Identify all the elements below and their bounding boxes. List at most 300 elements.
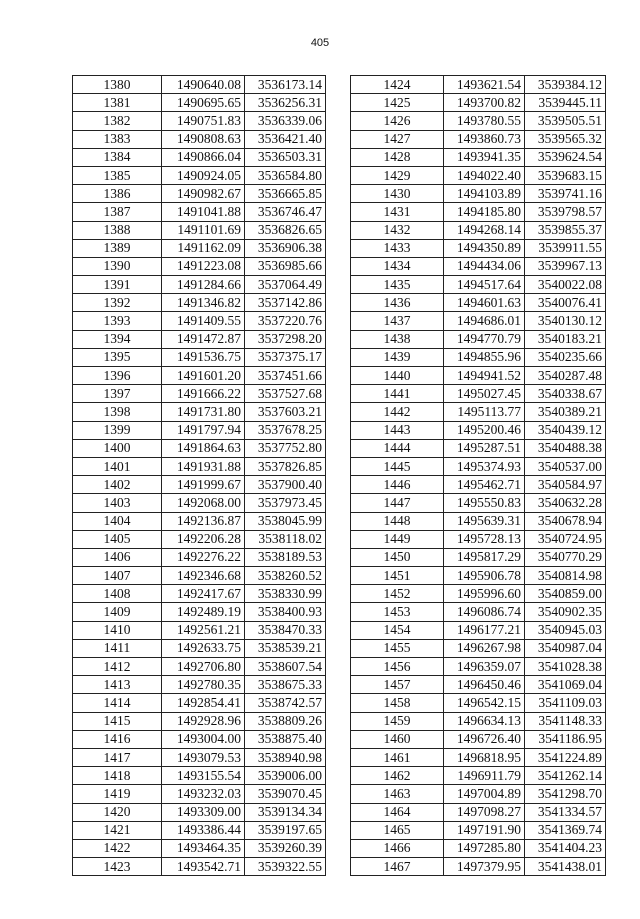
point-number-cell: 1445 [351, 457, 444, 475]
y-coordinate-cell: 3536339.06 [245, 112, 326, 130]
x-coordinate-cell: 1491536.75 [162, 348, 245, 366]
table-row [351, 312, 606, 330]
x-coordinate-cell: 1493780.55 [444, 112, 525, 130]
x-coordinate-cell: 1491041.88 [162, 203, 245, 221]
y-coordinate-cell: 3540439.12 [525, 421, 606, 439]
table-row [351, 821, 606, 839]
x-coordinate-cell: 1491601.20 [162, 367, 245, 385]
x-coordinate-cell: 1491864.63 [162, 439, 245, 457]
x-coordinate-cell: 1495113.77 [444, 403, 525, 421]
point-number-cell: 1460 [351, 730, 444, 748]
point-number-cell: 1452 [351, 585, 444, 603]
table-row [351, 76, 606, 94]
table-row [73, 276, 326, 294]
point-number-cell: 1455 [351, 639, 444, 657]
table-row [351, 221, 606, 239]
y-coordinate-cell: 3538875.40 [245, 730, 326, 748]
y-coordinate-cell: 3539741.16 [525, 185, 606, 203]
x-coordinate-cell: 1492417.67 [162, 585, 245, 603]
point-number-cell: 1420 [73, 803, 162, 821]
x-coordinate-cell: 1493941.35 [444, 148, 525, 166]
y-coordinate-cell: 3539445.11 [525, 94, 606, 112]
y-coordinate-cell: 3540022.08 [525, 276, 606, 294]
x-coordinate-cell: 1492633.75 [162, 639, 245, 657]
x-coordinate-cell: 1497191.90 [444, 821, 525, 839]
y-coordinate-cell: 3536503.31 [245, 148, 326, 166]
point-number-cell: 1382 [73, 112, 162, 130]
y-coordinate-cell: 3541224.89 [525, 748, 606, 766]
y-coordinate-cell: 3536173.14 [245, 76, 326, 94]
y-coordinate-cell: 3537220.76 [245, 312, 326, 330]
y-coordinate-cell: 3536584.80 [245, 166, 326, 184]
point-number-cell: 1412 [73, 658, 162, 676]
table-row [351, 348, 606, 366]
y-coordinate-cell: 3540235.66 [525, 348, 606, 366]
table-row [351, 785, 606, 803]
y-coordinate-cell: 3539070.45 [245, 785, 326, 803]
x-coordinate-cell: 1494022.40 [444, 166, 525, 184]
table-row [73, 421, 326, 439]
y-coordinate-cell: 3539683.15 [525, 166, 606, 184]
point-number-cell: 1399 [73, 421, 162, 439]
table-row [73, 294, 326, 312]
x-coordinate-cell: 1495462.71 [444, 476, 525, 494]
point-number-cell: 1411 [73, 639, 162, 657]
table-row [73, 312, 326, 330]
point-number-cell: 1403 [73, 494, 162, 512]
x-coordinate-cell: 1493004.00 [162, 730, 245, 748]
table-row [73, 821, 326, 839]
point-number-cell: 1414 [73, 694, 162, 712]
x-coordinate-cell: 1492928.96 [162, 712, 245, 730]
point-number-cell: 1422 [73, 839, 162, 857]
point-number-cell: 1415 [73, 712, 162, 730]
x-coordinate-cell: 1495639.31 [444, 512, 525, 530]
point-number-cell: 1413 [73, 676, 162, 694]
point-number-cell: 1443 [351, 421, 444, 439]
x-coordinate-cell: 1496267.98 [444, 639, 525, 657]
table-row [73, 257, 326, 275]
y-coordinate-cell: 3536256.31 [245, 94, 326, 112]
x-coordinate-cell: 1491223.08 [162, 257, 245, 275]
x-coordinate-cell: 1496726.40 [444, 730, 525, 748]
point-number-cell: 1431 [351, 203, 444, 221]
point-number-cell: 1419 [73, 785, 162, 803]
y-coordinate-cell: 3536826.65 [245, 221, 326, 239]
x-coordinate-cell: 1494855.96 [444, 348, 525, 366]
table-row [73, 730, 326, 748]
x-coordinate-cell: 1492346.68 [162, 567, 245, 585]
point-number-cell: 1418 [73, 767, 162, 785]
table-row [351, 712, 606, 730]
x-coordinate-cell: 1495374.93 [444, 457, 525, 475]
point-number-cell: 1461 [351, 748, 444, 766]
table-row [351, 385, 606, 403]
point-number-cell: 1426 [351, 112, 444, 130]
y-coordinate-cell: 3539260.39 [245, 839, 326, 857]
y-coordinate-cell: 3541404.23 [525, 839, 606, 857]
table-row [351, 694, 606, 712]
table-row [73, 548, 326, 566]
x-coordinate-cell: 1496634.13 [444, 712, 525, 730]
point-number-cell: 1457 [351, 676, 444, 694]
point-number-cell: 1430 [351, 185, 444, 203]
table-row [351, 185, 606, 203]
y-coordinate-cell: 3538809.26 [245, 712, 326, 730]
point-number-cell: 1409 [73, 603, 162, 621]
x-coordinate-cell: 1492854.41 [162, 694, 245, 712]
y-coordinate-cell: 3538189.53 [245, 548, 326, 566]
x-coordinate-cell: 1493464.35 [162, 839, 245, 857]
table-row [73, 785, 326, 803]
point-number-cell: 1429 [351, 166, 444, 184]
point-number-cell: 1392 [73, 294, 162, 312]
x-coordinate-cell: 1496359.07 [444, 658, 525, 676]
table-row [73, 676, 326, 694]
y-coordinate-cell: 3537900.40 [245, 476, 326, 494]
x-coordinate-cell: 1493621.54 [444, 76, 525, 94]
x-coordinate-cell: 1495550.83 [444, 494, 525, 512]
point-number-cell: 1391 [73, 276, 162, 294]
x-coordinate-cell: 1495817.29 [444, 548, 525, 566]
table-row [351, 476, 606, 494]
table-row [351, 148, 606, 166]
x-coordinate-cell: 1494268.14 [444, 221, 525, 239]
y-coordinate-cell: 3540678.94 [525, 512, 606, 530]
x-coordinate-cell: 1492276.22 [162, 548, 245, 566]
y-coordinate-cell: 3538940.98 [245, 748, 326, 766]
y-coordinate-cell: 3538260.52 [245, 567, 326, 585]
table-row [73, 512, 326, 530]
x-coordinate-cell: 1494350.89 [444, 239, 525, 257]
point-number-cell: 1407 [73, 567, 162, 585]
table-row [351, 567, 606, 585]
point-number-cell: 1425 [351, 94, 444, 112]
x-coordinate-cell: 1490640.08 [162, 76, 245, 94]
x-coordinate-cell: 1491284.66 [162, 276, 245, 294]
point-number-cell: 1417 [73, 748, 162, 766]
x-coordinate-cell: 1491409.55 [162, 312, 245, 330]
point-number-cell: 1385 [73, 166, 162, 184]
x-coordinate-cell: 1491472.87 [162, 330, 245, 348]
y-coordinate-cell: 3538400.93 [245, 603, 326, 621]
point-number-cell: 1451 [351, 567, 444, 585]
table-row [351, 512, 606, 530]
point-number-cell: 1441 [351, 385, 444, 403]
table-row [73, 94, 326, 112]
point-number-cell: 1393 [73, 312, 162, 330]
y-coordinate-cell: 3539134.34 [245, 803, 326, 821]
y-coordinate-cell: 3539798.57 [525, 203, 606, 221]
table-row [73, 476, 326, 494]
table-row [351, 730, 606, 748]
y-coordinate-cell: 3537678.25 [245, 421, 326, 439]
table-row [73, 112, 326, 130]
x-coordinate-cell: 1495027.45 [444, 385, 525, 403]
x-coordinate-cell: 1493542.71 [162, 858, 245, 876]
x-coordinate-cell: 1496818.95 [444, 748, 525, 766]
x-coordinate-cell: 1492561.21 [162, 621, 245, 639]
x-coordinate-cell: 1497004.89 [444, 785, 525, 803]
page-number: 405 [310, 37, 330, 49]
y-coordinate-cell: 3541369.74 [525, 821, 606, 839]
y-coordinate-cell: 3539624.54 [525, 148, 606, 166]
x-coordinate-cell: 1495906.78 [444, 567, 525, 585]
y-coordinate-cell: 3537375.17 [245, 348, 326, 366]
table-row [351, 639, 606, 657]
point-number-cell: 1450 [351, 548, 444, 566]
table-row [73, 385, 326, 403]
point-number-cell: 1437 [351, 312, 444, 330]
point-number-cell: 1459 [351, 712, 444, 730]
y-coordinate-cell: 3537826.85 [245, 457, 326, 475]
y-coordinate-cell: 3540076.41 [525, 294, 606, 312]
point-number-cell: 1404 [73, 512, 162, 530]
y-coordinate-cell: 3537973.45 [245, 494, 326, 512]
table-row [73, 348, 326, 366]
y-coordinate-cell: 3536985.66 [245, 257, 326, 275]
x-coordinate-cell: 1490866.04 [162, 148, 245, 166]
x-coordinate-cell: 1491101.69 [162, 221, 245, 239]
x-coordinate-cell: 1496177.21 [444, 621, 525, 639]
x-coordinate-cell: 1494517.64 [444, 276, 525, 294]
y-coordinate-cell: 3538539.21 [245, 639, 326, 657]
y-coordinate-cell: 3537064.49 [245, 276, 326, 294]
x-coordinate-cell: 1494601.63 [444, 294, 525, 312]
table-row [73, 185, 326, 203]
table-row [73, 621, 326, 639]
x-coordinate-cell: 1490695.65 [162, 94, 245, 112]
y-coordinate-cell: 3538675.33 [245, 676, 326, 694]
y-coordinate-cell: 3541028.38 [525, 658, 606, 676]
x-coordinate-cell: 1495200.46 [444, 421, 525, 439]
y-coordinate-cell: 3539384.12 [525, 76, 606, 94]
point-number-cell: 1463 [351, 785, 444, 803]
x-coordinate-cell: 1490808.63 [162, 130, 245, 148]
table-row [351, 585, 606, 603]
point-number-cell: 1388 [73, 221, 162, 239]
point-number-cell: 1432 [351, 221, 444, 239]
point-number-cell: 1449 [351, 530, 444, 548]
x-coordinate-cell: 1494434.06 [444, 257, 525, 275]
x-coordinate-cell: 1493700.82 [444, 94, 525, 112]
table-row [351, 94, 606, 112]
x-coordinate-cell: 1492706.80 [162, 658, 245, 676]
table-row [73, 166, 326, 184]
table-row [351, 330, 606, 348]
x-coordinate-cell: 1491797.94 [162, 421, 245, 439]
point-number-cell: 1386 [73, 185, 162, 203]
table-row [351, 457, 606, 475]
table-row [351, 257, 606, 275]
point-number-cell: 1458 [351, 694, 444, 712]
table-row [351, 803, 606, 821]
point-number-cell: 1424 [351, 76, 444, 94]
table-row [73, 748, 326, 766]
table-row [73, 603, 326, 621]
x-coordinate-cell: 1492489.19 [162, 603, 245, 621]
point-number-cell: 1439 [351, 348, 444, 366]
x-coordinate-cell: 1491666.22 [162, 385, 245, 403]
table-row [73, 457, 326, 475]
table-row [351, 203, 606, 221]
y-coordinate-cell: 3540130.12 [525, 312, 606, 330]
y-coordinate-cell: 3538742.57 [245, 694, 326, 712]
y-coordinate-cell: 3540770.29 [525, 548, 606, 566]
point-number-cell: 1410 [73, 621, 162, 639]
y-coordinate-cell: 3539855.37 [525, 221, 606, 239]
table-row [73, 767, 326, 785]
table-row [351, 421, 606, 439]
point-number-cell: 1427 [351, 130, 444, 148]
point-number-cell: 1390 [73, 257, 162, 275]
point-number-cell: 1464 [351, 803, 444, 821]
x-coordinate-cell: 1492136.87 [162, 512, 245, 530]
point-number-cell: 1384 [73, 148, 162, 166]
point-number-cell: 1448 [351, 512, 444, 530]
y-coordinate-cell: 3538045.99 [245, 512, 326, 530]
point-number-cell: 1381 [73, 94, 162, 112]
y-coordinate-cell: 3541438.01 [525, 858, 606, 876]
point-number-cell: 1438 [351, 330, 444, 348]
point-number-cell: 1447 [351, 494, 444, 512]
table-row [73, 530, 326, 548]
y-coordinate-cell: 3539505.51 [525, 112, 606, 130]
table-row [351, 494, 606, 512]
table-row [351, 658, 606, 676]
y-coordinate-cell: 3541262.14 [525, 767, 606, 785]
table-row [73, 439, 326, 457]
coordinate-table-left [72, 75, 326, 876]
x-coordinate-cell: 1497285.80 [444, 839, 525, 857]
point-number-cell: 1405 [73, 530, 162, 548]
point-number-cell: 1389 [73, 239, 162, 257]
y-coordinate-cell: 3541069.04 [525, 676, 606, 694]
y-coordinate-cell: 3539322.55 [245, 858, 326, 876]
table-row [73, 330, 326, 348]
point-number-cell: 1440 [351, 367, 444, 385]
table-row [73, 658, 326, 676]
y-coordinate-cell: 3540287.48 [525, 367, 606, 385]
table-row [73, 494, 326, 512]
point-number-cell: 1380 [73, 76, 162, 94]
x-coordinate-cell: 1496542.15 [444, 694, 525, 712]
table-row [351, 548, 606, 566]
x-coordinate-cell: 1492206.28 [162, 530, 245, 548]
point-number-cell: 1400 [73, 439, 162, 457]
y-coordinate-cell: 3537752.80 [245, 439, 326, 457]
x-coordinate-cell: 1491931.88 [162, 457, 245, 475]
table-body [73, 76, 326, 876]
x-coordinate-cell: 1494941.52 [444, 367, 525, 385]
y-coordinate-cell: 3536421.40 [245, 130, 326, 148]
x-coordinate-cell: 1490751.83 [162, 112, 245, 130]
y-coordinate-cell: 3540945.03 [525, 621, 606, 639]
y-coordinate-cell: 3538470.33 [245, 621, 326, 639]
x-coordinate-cell: 1494185.80 [444, 203, 525, 221]
point-number-cell: 1444 [351, 439, 444, 457]
table-row [351, 130, 606, 148]
x-coordinate-cell: 1491999.67 [162, 476, 245, 494]
point-number-cell: 1383 [73, 130, 162, 148]
x-coordinate-cell: 1493232.03 [162, 785, 245, 803]
y-coordinate-cell: 3536746.47 [245, 203, 326, 221]
x-coordinate-cell: 1491731.80 [162, 403, 245, 421]
table-row [73, 403, 326, 421]
y-coordinate-cell: 3539197.65 [245, 821, 326, 839]
table-row [73, 712, 326, 730]
table-row [73, 858, 326, 876]
point-number-cell: 1401 [73, 457, 162, 475]
point-number-cell: 1453 [351, 603, 444, 621]
table-row [73, 694, 326, 712]
table-row [351, 839, 606, 857]
y-coordinate-cell: 3537142.86 [245, 294, 326, 312]
y-coordinate-cell: 3540338.67 [525, 385, 606, 403]
x-coordinate-cell: 1493386.44 [162, 821, 245, 839]
point-number-cell: 1442 [351, 403, 444, 421]
y-coordinate-cell: 3536906.38 [245, 239, 326, 257]
y-coordinate-cell: 3539967.13 [525, 257, 606, 275]
point-number-cell: 1408 [73, 585, 162, 603]
x-coordinate-cell: 1494103.89 [444, 185, 525, 203]
y-coordinate-cell: 3538330.99 [245, 585, 326, 603]
table-row [73, 203, 326, 221]
x-coordinate-cell: 1493860.73 [444, 130, 525, 148]
point-number-cell: 1396 [73, 367, 162, 385]
y-coordinate-cell: 3539911.55 [525, 239, 606, 257]
x-coordinate-cell: 1491162.09 [162, 239, 245, 257]
y-coordinate-cell: 3539565.32 [525, 130, 606, 148]
y-coordinate-cell: 3540488.38 [525, 439, 606, 457]
y-coordinate-cell: 3539006.00 [245, 767, 326, 785]
x-coordinate-cell: 1492780.35 [162, 676, 245, 694]
point-number-cell: 1454 [351, 621, 444, 639]
y-coordinate-cell: 3538118.02 [245, 530, 326, 548]
point-number-cell: 1462 [351, 767, 444, 785]
y-coordinate-cell: 3541148.33 [525, 712, 606, 730]
table-row [73, 148, 326, 166]
y-coordinate-cell: 3540537.00 [525, 457, 606, 475]
table-row [351, 166, 606, 184]
y-coordinate-cell: 3537451.66 [245, 367, 326, 385]
point-number-cell: 1435 [351, 276, 444, 294]
y-coordinate-cell: 3540183.21 [525, 330, 606, 348]
table-row [351, 748, 606, 766]
x-coordinate-cell: 1495287.51 [444, 439, 525, 457]
y-coordinate-cell: 3541109.03 [525, 694, 606, 712]
table-row [73, 567, 326, 585]
y-coordinate-cell: 3537527.68 [245, 385, 326, 403]
point-number-cell: 1402 [73, 476, 162, 494]
x-coordinate-cell: 1493079.53 [162, 748, 245, 766]
y-coordinate-cell: 3541186.95 [525, 730, 606, 748]
point-number-cell: 1433 [351, 239, 444, 257]
point-number-cell: 1423 [73, 858, 162, 876]
table-row [351, 403, 606, 421]
table-row [351, 276, 606, 294]
y-coordinate-cell: 3537298.20 [245, 330, 326, 348]
table-row [351, 530, 606, 548]
point-number-cell: 1466 [351, 839, 444, 857]
point-number-cell: 1421 [73, 821, 162, 839]
x-coordinate-cell: 1495728.13 [444, 530, 525, 548]
table-row [73, 639, 326, 657]
point-number-cell: 1467 [351, 858, 444, 876]
y-coordinate-cell: 3540389.21 [525, 403, 606, 421]
point-number-cell: 1446 [351, 476, 444, 494]
coordinate-table-right [350, 75, 606, 876]
